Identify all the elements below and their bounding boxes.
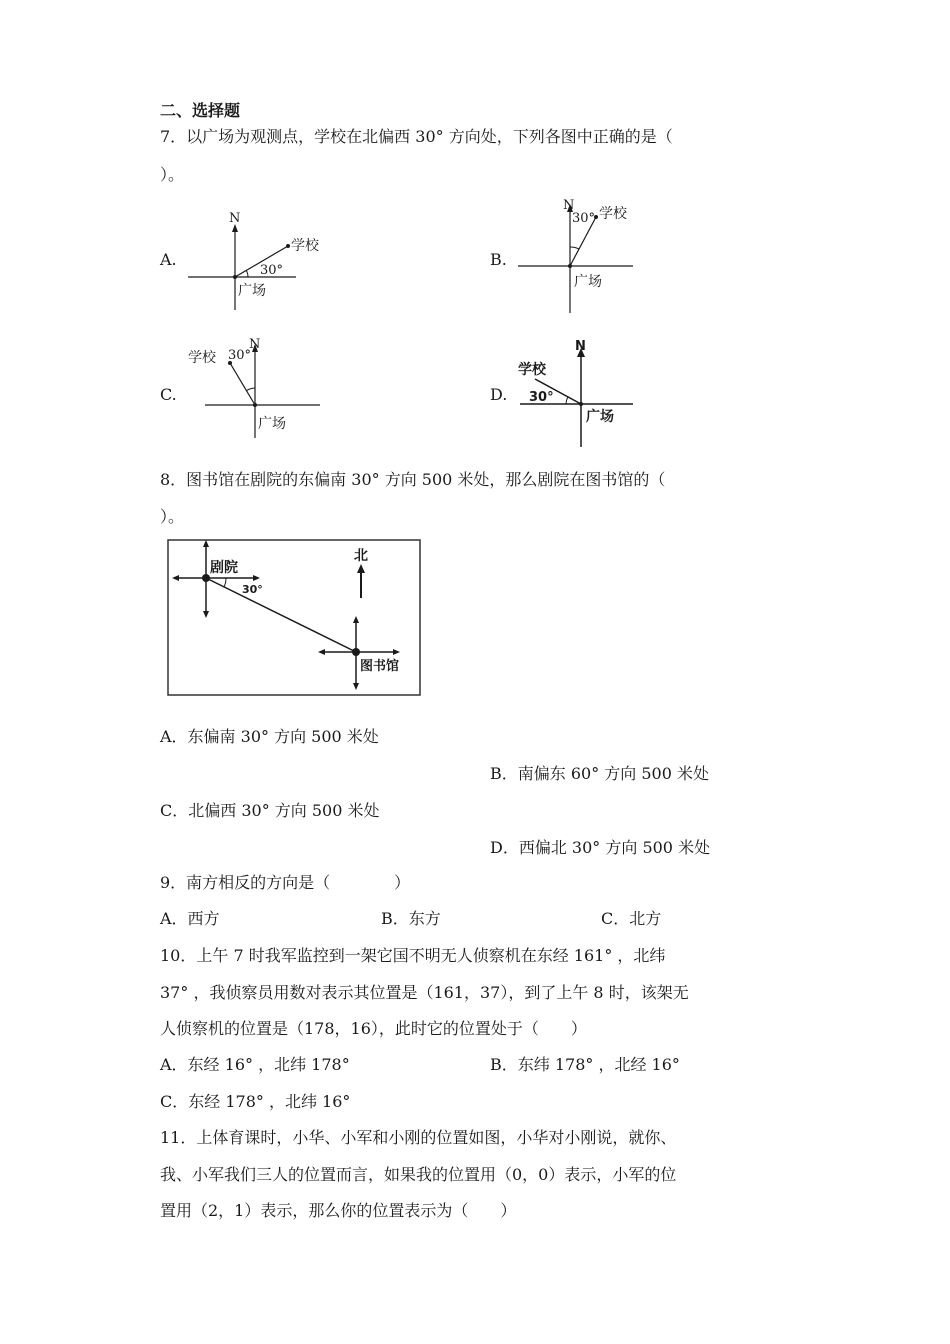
q7-stem-line2: ）。 [160,165,185,184]
school-label: 学校 [599,206,627,222]
theater-arrow-s [203,611,209,618]
theater-arrow-w [172,575,179,581]
q7-stem-line1: 7．以广场为观测点，学校在北偏西 30° 方向处，下列各图中正确的是（ [160,127,673,146]
q8-option-a[interactable]: A．东偏南 30° 方向 500 米处 [160,727,379,746]
north-label: N [249,337,261,352]
angle-label: 30° [242,583,263,596]
q7-option-c-label[interactable]: C. [160,385,177,404]
angle-arc [566,397,568,404]
square-label: 广场 [238,283,266,299]
q9-option-c[interactable]: C．北方 [601,909,662,928]
north-indicator-arrow [357,564,365,573]
q7-option-b-diagram[interactable] [510,195,640,315]
q7-option-d-label[interactable]: D. [490,385,508,404]
school-label: 学校 [188,350,216,366]
q10-stem-line2: 37° ，我侦察员用数对表示其位置是（161，37），到了上午 8 时，该架无 [160,983,689,1002]
q8-option-b[interactable]: B．南偏东 60° 方向 500 米处 [490,764,710,783]
angle-arc [246,388,255,391]
section-title: 二、选择题 [160,101,241,120]
q11-stem-line3: 置用（2，1）表示，那么你的位置表示为（ ） [160,1201,517,1220]
north-label: N [575,339,586,354]
origin-point [579,402,583,406]
theater-label: 剧院 [210,560,238,576]
library-arrow-e [393,649,400,655]
origin-point [233,275,237,279]
library-arrow-n [353,616,359,623]
q11-stem-line2: 我、小军我们三人的位置而言，如果我的位置用（0，0）表示，小军的位 [160,1165,677,1184]
q10-stem-line1: 10．上午 7 时我军监控到一架它国不明无人侦察机在东经 161° ，北纬 [160,946,666,965]
q7-option-a-diagram[interactable] [180,210,319,310]
north-label: 北 [354,548,368,564]
q8-stem-line1: 8．图书馆在剧院的东偏南 30° 方向 500 米处，那么剧院在图书馆的（ [160,470,666,489]
north-label: N [563,198,575,213]
q8-figure [160,536,425,701]
square-label: 广场 [586,409,614,425]
school-label: 学校 [291,238,319,254]
library-arrow-s [353,683,359,690]
origin-point [253,403,257,407]
q7-option-b-label[interactable]: B. [490,250,507,269]
school-ray [230,363,255,405]
q8-option-c[interactable]: C．北偏西 30° 方向 500 米处 [160,801,380,820]
angle-arc [570,247,579,249]
q8-option-d[interactable]: D．西偏北 30° 方向 500 米处 [490,838,711,857]
q7-option-c-diagram[interactable] [185,330,325,440]
theater-arrow-n [203,540,209,547]
q10-option-b[interactable]: B．东纬 178° ，北经 16° [490,1055,680,1074]
q10-option-a[interactable]: A．东经 16° ，北纬 178° [160,1055,350,1074]
q7-option-d-diagram[interactable] [510,335,640,450]
q9-option-a[interactable]: A．西方 [160,909,220,928]
q10-option-c[interactable]: C．东经 178° ，北纬 16° [160,1092,351,1111]
q8-stem-line2: ）。 [160,507,185,526]
theater-library-line [206,578,356,652]
square-label: 广场 [574,274,602,290]
angle-label: 30° [260,263,284,278]
angle-label: 30° [572,211,596,226]
angle-arc [246,270,248,277]
q11-stem-line1: 11．上体育课时，小华、小军和小刚的位置如图，小华对小刚说，就你、 [160,1128,677,1147]
angle-label: 30° [228,348,252,363]
library-point [352,648,360,656]
school-label: 学校 [518,362,546,378]
q9-option-b[interactable]: B．东方 [381,909,441,928]
school-point [286,244,290,248]
angle-arc [224,578,226,587]
north-label: N [229,211,241,226]
origin-point [568,264,572,268]
angle-label: 30° [529,390,554,405]
square-label: 广场 [258,416,286,432]
theater-arrow-e [253,575,260,581]
q7-option-a-label[interactable]: A. [160,250,177,269]
q10-stem-line3: 人侦察机的位置是（178，16），此时它的位置处于（ ） [160,1019,587,1038]
library-label: 图书馆 [360,659,400,674]
library-arrow-w [318,649,325,655]
q9-stem: 9．南方相反的方向是（ ） [160,873,411,892]
